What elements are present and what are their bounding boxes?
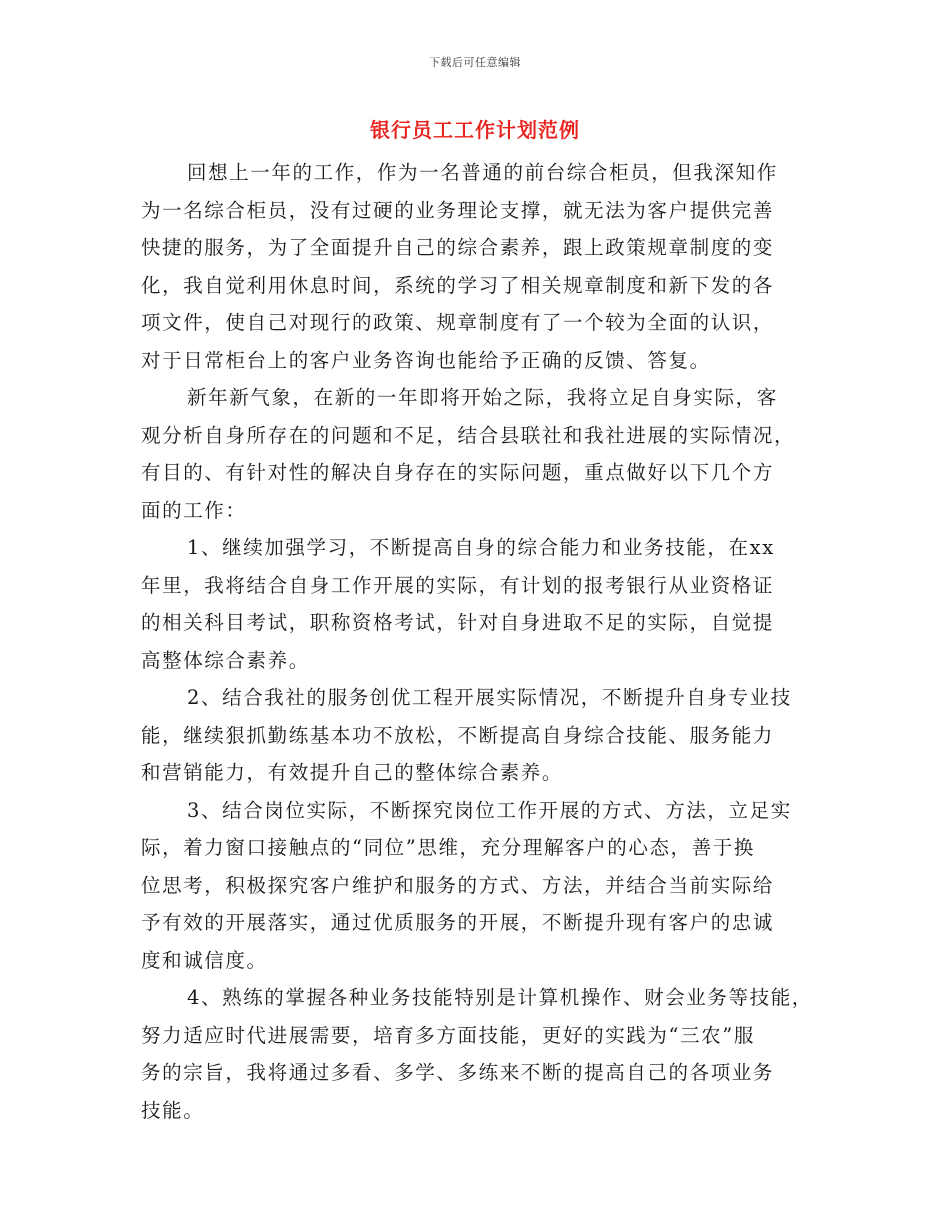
text-line: 和营销能力，有效提升自己的整体综合素养。 xyxy=(141,761,564,784)
document-body xyxy=(141,154,831,1129)
text-line: 能，继续狠抓勤练基本功不放松，不断提高自身综合技能、服务能力 xyxy=(141,723,775,747)
text-line: 高整体综合素养。 xyxy=(141,648,310,672)
paragraph xyxy=(141,792,831,980)
text-line: 际，着力窗口接触点的“同位”思维，充分理解客户的心态，善于换 xyxy=(141,836,755,859)
text-line: 度和诚信度。 xyxy=(141,948,268,972)
text-line: 予有效的开展落实，通过优质服务的开展，不断提升现有客户的忠诚 xyxy=(141,911,775,934)
text-line: 快捷的服务，为了全面提升自己的综合素养，跟上政策规章制度的变 xyxy=(141,236,775,259)
text-line: 对于日常柜台上的客户业务咨询也能给予正确的反馈、答复。 xyxy=(141,348,711,372)
text-line: 化，我自觉利用休息时间，系统的学习了相关规章制度和新下发的各 xyxy=(141,273,775,297)
paragraph xyxy=(141,679,831,792)
paragraph xyxy=(141,154,831,379)
text-line: 为一名综合柜员，没有过硬的业务理论支撑，就无法为客户提供完善 xyxy=(141,198,775,222)
text-line: 有目的、有针对性的解决自身存在的实际问题，重点做好以下几个方 xyxy=(141,461,775,484)
text-line: 务的宗旨，我将通过多看、多学、多练来不断的提高自己的各项业务 xyxy=(141,1061,775,1084)
text-line: 新年新气象，在新的一年即将开始之际，我将立足自身实际，客 xyxy=(187,386,778,409)
text-line: 项文件，使自己对现行的政策、规章制度有了一个较为全面的认识， xyxy=(141,311,775,334)
text-line: 位思考，积极探究客户维护和服务的方式、方法，并结合当前实际给 xyxy=(141,873,775,897)
paragraph xyxy=(141,979,831,1129)
text-line: 技能。 xyxy=(141,1098,205,1122)
text-line: 年里，我将结合自身工作开展的实际，有计划的报考银行从业资格证 xyxy=(141,573,775,597)
text-line: 努力适应时代进展需要，培育多方面技能，更好的实践为“三农”服 xyxy=(141,1023,755,1047)
text-line: 4、熟练的掌握各种业务技能特别是计算机操作、财会业务等技能， xyxy=(187,986,813,1009)
header-note: 下载后可任意编辑 xyxy=(429,56,521,69)
text-line: 3、结合岗位实际，不断探究岗位工作开展的方式、方法，立足实 xyxy=(187,798,792,822)
text-line: 1、继续加强学习，不断提高自身的综合能力和业务技能，在xx xyxy=(187,536,775,559)
text-line: 2、结合我社的服务创优工程开展实际情况，不断提升自身专业技 xyxy=(187,686,792,709)
paragraph xyxy=(141,529,831,679)
text-line: 观分析自身所存在的问题和不足，结合县联社和我社进展的实际情况， xyxy=(141,423,796,447)
text-line: 回想上一年的工作，作为一名普通的前台综合柜员，但我深知作 xyxy=(187,161,778,184)
document-title: 银行员工工作计划范例 xyxy=(370,118,580,142)
text-line: 的相关科目考试，职称资格考试，针对自身进取不足的实际，自觉提 xyxy=(141,611,775,634)
paragraph xyxy=(141,379,831,529)
text-line: 面的工作： xyxy=(141,498,247,522)
